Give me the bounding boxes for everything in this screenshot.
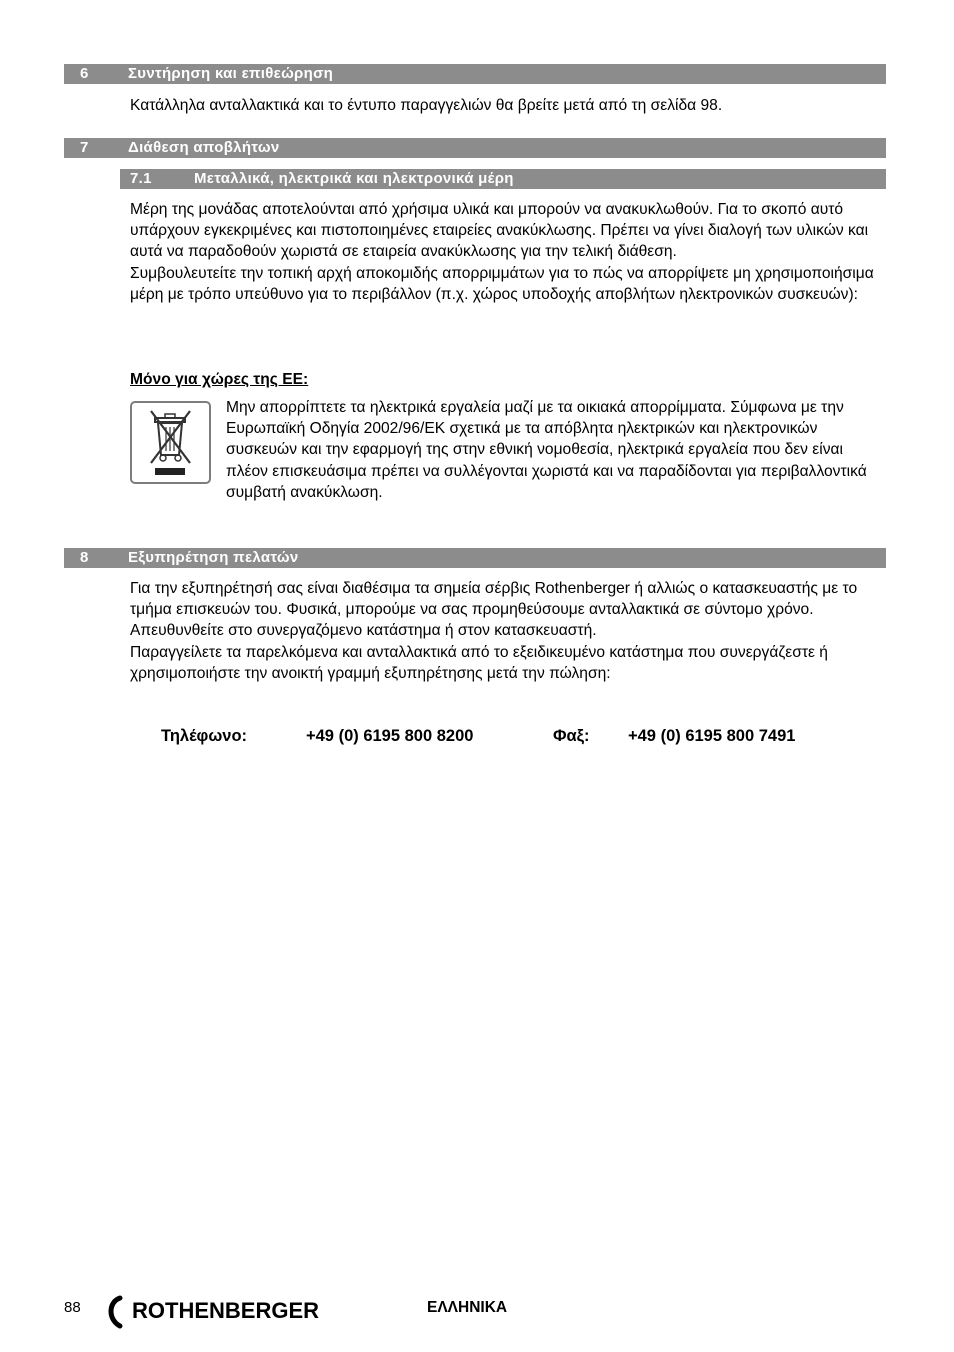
paragraph: Παραγγείλετε τα παρελκόμενα και ανταλλακτικά από το εξειδικευμένο κατάστημα που συνεργάζεστε ή χρησιμοποιήστε την ανοικτή γραμμή εξυπηρέτησης μετά την πώληση: <box>130 643 828 682</box>
eu-only-heading: Μόνο για χώρες της ΕΕ: <box>130 371 309 388</box>
subsection-title: Μεταλλικά, ηλεκτρικά και ηλεκτρονικά μέρη <box>194 170 514 187</box>
fax-number: +49 (0) 6195 800 7491 <box>628 727 796 745</box>
section-title: Εξυπηρέτηση πελατών <box>128 549 299 566</box>
fax-label: Φαξ: <box>553 727 590 745</box>
weee-crossed-bin-icon <box>130 401 211 484</box>
brand-name: ROTHENBERGER <box>132 1298 320 1323</box>
weee-disposal-text: Μην απορρίπτετε τα ηλεκτρικά εργαλεία μαζί με τα οικιακά απορρίμματα. Σύμφωνα με την Ευρωπαϊκή Οδηγία 2002/96/ΕΚ σχετικά με τα απόβλητα ηλεκτρικών και ηλεκτρονικών συσκευών και την εφαρμογή της στην εθνική νομοθεσία, ηλεκτρικά εργαλεία που δεν είναι πλέον επισκευάσιμα πρέπει να συλλέγονται χωριστά και να παραδίδονται για περιβαλλοντικά συμβατή ανακύκλωση. <box>226 399 867 501</box>
section-8-text <box>130 578 882 684</box>
section-number: 6 <box>80 65 89 82</box>
section-number: 7 <box>80 139 89 156</box>
section-number: 8 <box>80 549 89 566</box>
phone-label: Τηλέφωνο: <box>161 727 248 745</box>
section-7-1-header <box>120 169 886 189</box>
phone-number[interactable]: +49 (0) 6195 800 8200 <box>306 727 474 745</box>
page-number: 88 <box>64 1299 81 1316</box>
section-7-header <box>64 138 886 158</box>
subsection-number: 7.1 <box>130 170 152 187</box>
section-6-header <box>64 64 886 84</box>
section-title: Διάθεση αποβλήτων <box>128 139 280 156</box>
section-8-header <box>64 548 886 568</box>
paragraph: Για την εξυπηρέτησή σας είναι διαθέσιμα τα σημεία σέρβις Rothenberger ή αλλιώς ο κατασκευαστής με το τμήμα επισκευών του. Φυσικά, μπορούμε να σας προμηθεύσουμε ανταλλακτικά σε σύντομο χρόνο. Απευθυνθείτε στο συνεργαζόμενο κατάστημα ή στον κατασκευαστή. <box>130 580 858 640</box>
language-label: ΕΛΛΗΝΙΚΑ <box>427 1299 508 1316</box>
section-title: Συντήρηση και επιθεώρηση <box>128 65 334 82</box>
section-6-text: Κατάλληλα ανταλλακτικά και το έντυπο παραγγελιών θα βρείτε μετά από τη σελίδα 98. <box>130 97 723 114</box>
rothenberger-logo <box>106 1292 346 1332</box>
paragraph: Μέρη της μονάδας αποτελούνται από χρήσιμα υλικά και μπορούν να ανακυκλωθούν. Για το σκοπό αυτό υπάρχουν εγκεκριμένες και πιστοποιημένες εταιρείες ανακύκλωσης. Πρέπει να γίνει διαλογή των υλικών και αυτά να παραδοθούν χωριστά σε εταιρεία ανακύκλωσης για την τελική διάθεση. <box>130 201 869 261</box>
paragraph: Συμβουλευτείτε την τοπική αρχή αποκομιδής απορριμμάτων για το πώς να απορρίψετε μη χρησιμοποιήσιμα μέρη με τρόπο υπεύθυνο για το περιβάλλον (π.χ. χώρος υποδοχής αποβλήτων ηλεκτρονικών συσκευών): <box>130 264 874 303</box>
section-7-1-text <box>130 199 882 305</box>
